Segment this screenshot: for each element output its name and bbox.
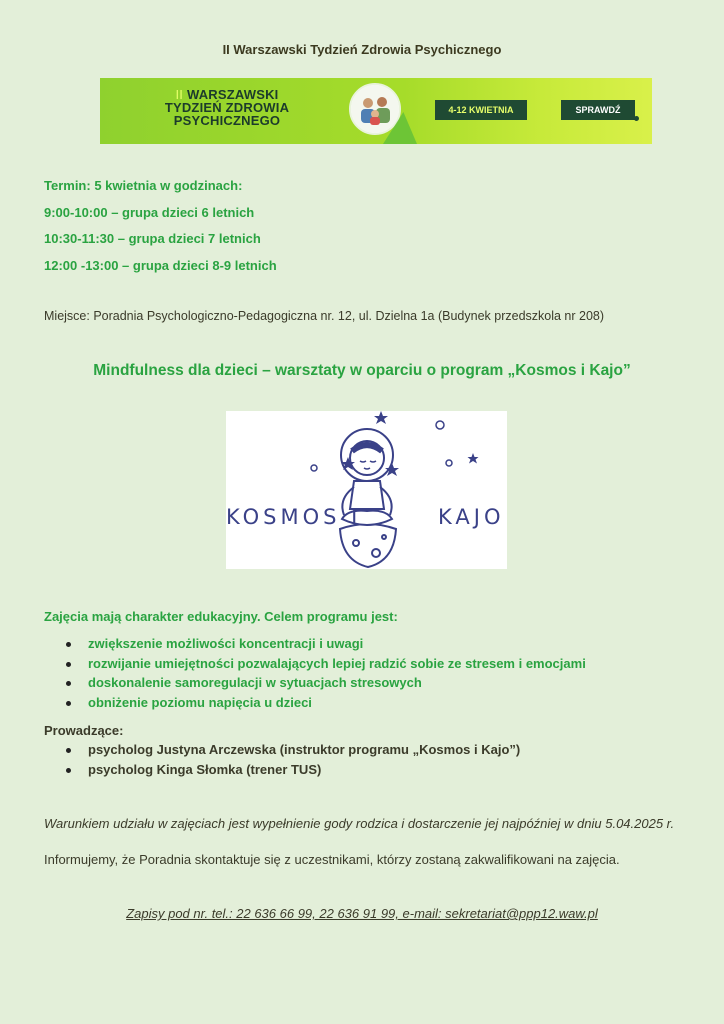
list-item: zwiększenie możliwości koncentracji i uwagi <box>66 636 586 656</box>
banner-line2: TYDZIEŃ ZDROWIA <box>164 100 290 115</box>
list-item: psycholog Justyna Arczewska (instruktor programu „Kosmos i Kajo”) <box>66 742 520 762</box>
banner-line1: WARSZAWSKI <box>186 87 279 102</box>
contact-notice: Informujemy, że Poradnia skontaktuje się z uczestnikami, którzy zostaną zakwalifikowani na zajęcia. <box>44 852 620 867</box>
list-item: obniżenie poziomu napięcia u dzieci <box>66 695 586 715</box>
banner-line3: PSYCHICZNEGO <box>173 113 281 128</box>
participation-condition: Warunkiem udziału w zajęciach jest wypełnienie gody rodzica i dostarczenie jej najpóźniej w dniu 5.04.2025 r. <box>44 816 675 831</box>
banner-title <box>152 88 302 127</box>
program-goals-list <box>66 636 586 714</box>
kosmos-kajo-logo <box>226 411 507 569</box>
schedule-slot: 12:00 -13:00 – grupa dzieci 8-9 letnich <box>44 257 277 273</box>
leaders-heading: Prowadzące: <box>44 723 124 738</box>
check-button[interactable]: SPRAWDŹ <box>561 100 635 120</box>
logo-text-left: KOSMOS I <box>226 505 362 529</box>
page-title: II Warszawski Tydzień Zdrowia Psychicznego <box>222 42 502 57</box>
venue-text: Miejsce: Poradnia Psychologiczno-Pedagogiczna nr. 12, ul. Dzielna 1a (Budynek przedszkola nr 208) <box>44 309 605 323</box>
list-item: rozwijanie umiejętności pozwalających lepiej radzić sobie ze stresem i emocjami <box>66 656 586 676</box>
schedule-slot: 10:30-11:30 – grupa dzieci 7 letnich <box>44 231 261 246</box>
check-dot <box>634 116 639 121</box>
astronaut-illustration <box>226 411 507 569</box>
banner-roman: II <box>175 87 184 102</box>
dates-badge: 4-12 KWIETNIA <box>435 100 527 120</box>
workshop-headline: Mindfulness dla dzieci – warsztaty w oparciu o program „Kosmos i Kajo” <box>93 362 631 379</box>
list-item: doskonalenie samoregulacji w sytuacjach stresowych <box>66 675 586 695</box>
schedule <box>44 178 277 284</box>
list-item: psycholog Kinga Słomka (trener TUS) <box>66 762 520 782</box>
family-photo <box>349 83 401 135</box>
event-banner[interactable] <box>100 78 652 144</box>
schedule-date: Termin: 5 kwietnia w godzinach: <box>44 178 243 193</box>
logo-text-right: KAJO <box>438 505 505 529</box>
schedule-slot: 9:00-10:00 – grupa dzieci 6 letnich <box>44 204 255 220</box>
program-intro: Zajęcia mają charakter edukacyjny. Celem programu jest: <box>44 609 398 624</box>
leaders-list <box>66 742 520 781</box>
registration-contact-link[interactable]: Zapisy pod nr. tel.: 22 636 66 99, 22 636 91 99, e-mail: sekretariat@ppp12.waw.pl <box>126 906 598 921</box>
